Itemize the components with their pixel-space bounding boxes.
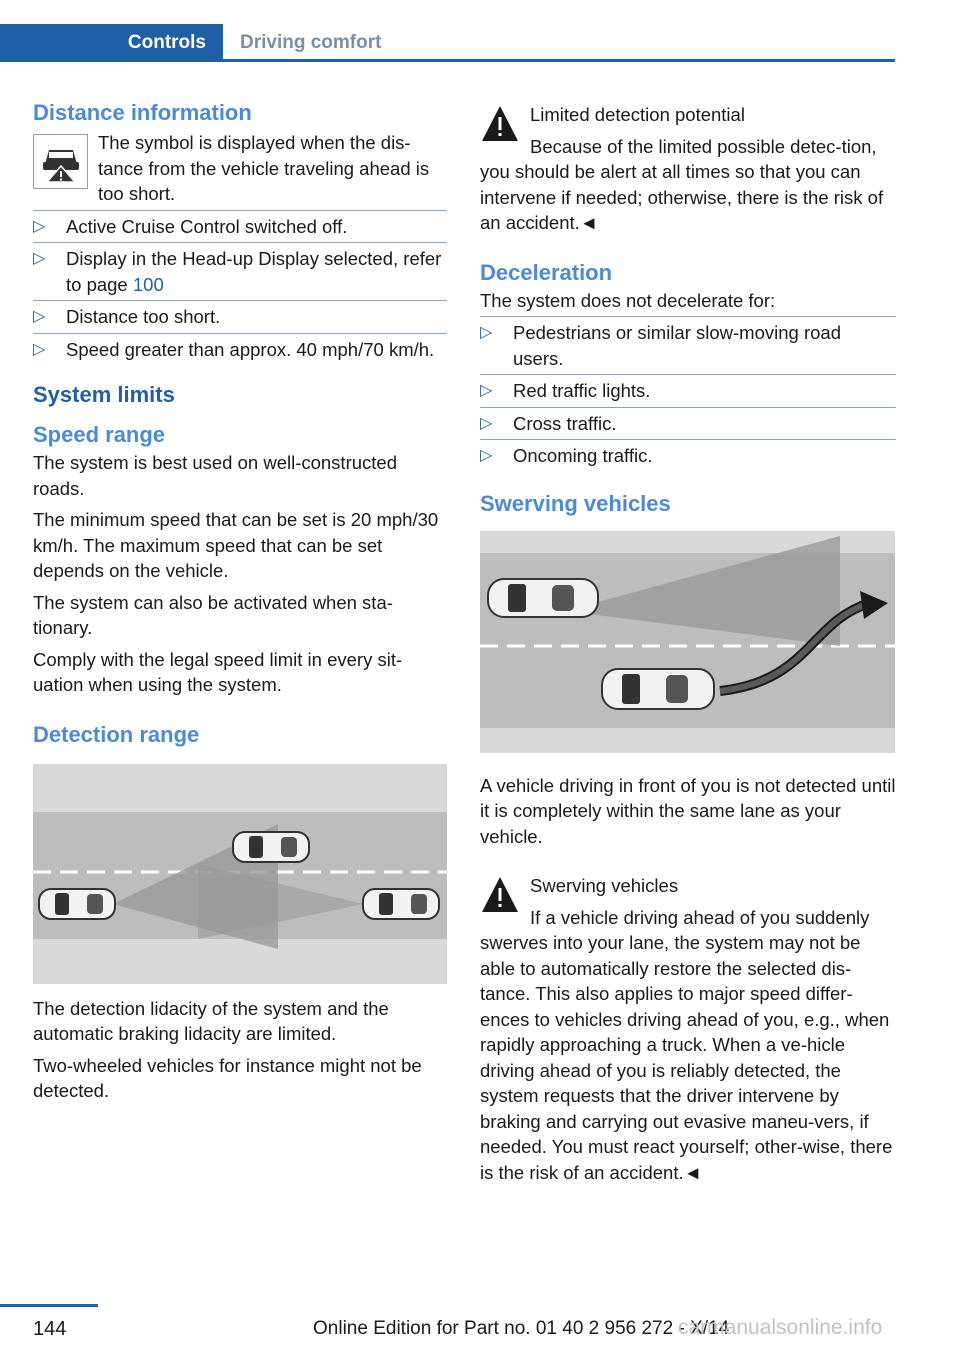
divider — [480, 316, 896, 317]
speed-range-paragraph: The system is best used on well-constructed roads. — [33, 452, 397, 499]
page-number: 144 — [33, 1318, 67, 1340]
divider — [33, 210, 447, 211]
page-link-100[interactable]: 100 — [132, 273, 164, 295]
list-item: ▷ Display in the Head-up Display selected, refer to page 100 — [33, 248, 442, 295]
list-item: ▷ Distance too short. — [33, 304, 447, 330]
section-tab-controls[interactable]: Controls — [0, 24, 223, 62]
list-item: ▷ Speed greater than approx. 40 mph/70 km/h. — [33, 337, 447, 363]
warning-text: Because of the limited possible detec-tion, you should be alert at all times so that you can intervene if needed; otherwise, there is the risk of an accident.◄ — [480, 135, 884, 233]
speed-range-heading: Speed range — [33, 422, 166, 447]
divider — [33, 300, 447, 301]
vehicle-distance-warning-icon — [33, 134, 88, 189]
system-limits-heading: System limits — [33, 382, 175, 407]
warning-triangle-icon — [480, 104, 520, 144]
swerving-vehicles-figure — [480, 531, 895, 753]
speed-range-paragraph: Comply with the legal speed limit in every sit-uation when using the system. — [33, 648, 403, 695]
swerving-vehicles-paragraph: A vehicle driving in front of you is not detected until it is completely within the same lane as your vehicle. — [480, 774, 896, 847]
page-header — [0, 24, 895, 62]
warning-title: Limited detection potential — [530, 104, 745, 125]
car-icon — [602, 669, 714, 709]
warning-text: If a vehicle driving ahead of you suddenly swerves into your lane, the system may not be able to automatically restore the selected dis-tance. This also applies to major speed differ-ences to vehicles driving ahead of you, e.g., when rapidly approaching a truck. When a ve-hicle driving ahead of you is reliably detected, the system requests that the driver intervene by braking and carrying out evasive maneu-vers, if needed. You must react yourself; other-wise, there is the risk of an accident.◄ — [480, 906, 893, 1183]
detection-range-heading: Detection range — [33, 721, 200, 747]
left-column — [33, 98, 447, 1104]
divider — [33, 333, 447, 334]
section-tab-driving-comfort[interactable]: Driving comfort — [240, 32, 382, 53]
triangle-bullet-icon: ▷ — [33, 217, 46, 235]
list-item: ▷ Pedestrians or similar slow-moving road users. — [480, 322, 841, 369]
deceleration-intro: The system does not decelerate for: — [480, 289, 776, 311]
car-icon — [363, 889, 439, 919]
triangle-bullet-icon: ▷ — [33, 308, 46, 325]
speed-range-paragraph: The minimum speed that can be set is 20 mph/30 km/h. The maximum speed that can be set depends on the vehicle. — [33, 509, 439, 581]
edition-note: Online Edition for Part no. 01 40 2 956 272 - X/14 — [313, 1318, 730, 1339]
speed-range-paragraph: The system can also be activated when sta-tionary. — [33, 591, 393, 638]
list-item: ▷ Active Cruise Control switched off. — [33, 214, 447, 240]
triangle-bullet-icon: ▷ — [480, 324, 493, 341]
watermark: carmanualsonline.info — [678, 1316, 883, 1339]
right-column — [480, 98, 896, 1185]
car-icon — [39, 889, 115, 919]
header-rule — [0, 59, 895, 62]
triangle-bullet-icon: ▷ — [480, 414, 493, 432]
divider — [480, 407, 896, 408]
distance-information-heading: Distance information — [33, 100, 252, 125]
warning-triangle-icon — [480, 875, 520, 915]
detection-range-figure — [33, 764, 447, 984]
triangle-bullet-icon: ▷ — [480, 447, 493, 464]
deceleration-heading: Deceleration — [480, 259, 613, 285]
list-item: ▷ Cross traffic. — [480, 411, 896, 437]
triangle-bullet-icon: ▷ — [33, 250, 46, 267]
divider — [480, 374, 896, 375]
distance-information-text: The symbol is displayed when the dis-tance from the vehicle traveling ahead is too short. — [98, 132, 430, 204]
triangle-bullet-icon: ▷ — [480, 382, 493, 399]
list-item: ▷ Oncoming traffic. — [480, 443, 896, 469]
detection-range-paragraph: Two-wheeled vehicles for instance might not be detected. — [33, 1054, 422, 1101]
divider — [480, 439, 896, 440]
list-item: ▷ Red traffic lights. — [480, 378, 896, 404]
footer-rule — [0, 1304, 98, 1307]
divider — [33, 242, 447, 243]
car-icon — [488, 579, 598, 617]
detection-range-paragraph: The detection lidacity of the system and the automatic braking lidacity are limited. — [33, 997, 389, 1044]
triangle-bullet-icon: ▷ — [33, 340, 46, 358]
warning-title: Swerving vehicles — [530, 875, 679, 896]
car-icon — [233, 832, 309, 862]
swerving-vehicles-heading: Swerving vehicles — [480, 490, 671, 516]
